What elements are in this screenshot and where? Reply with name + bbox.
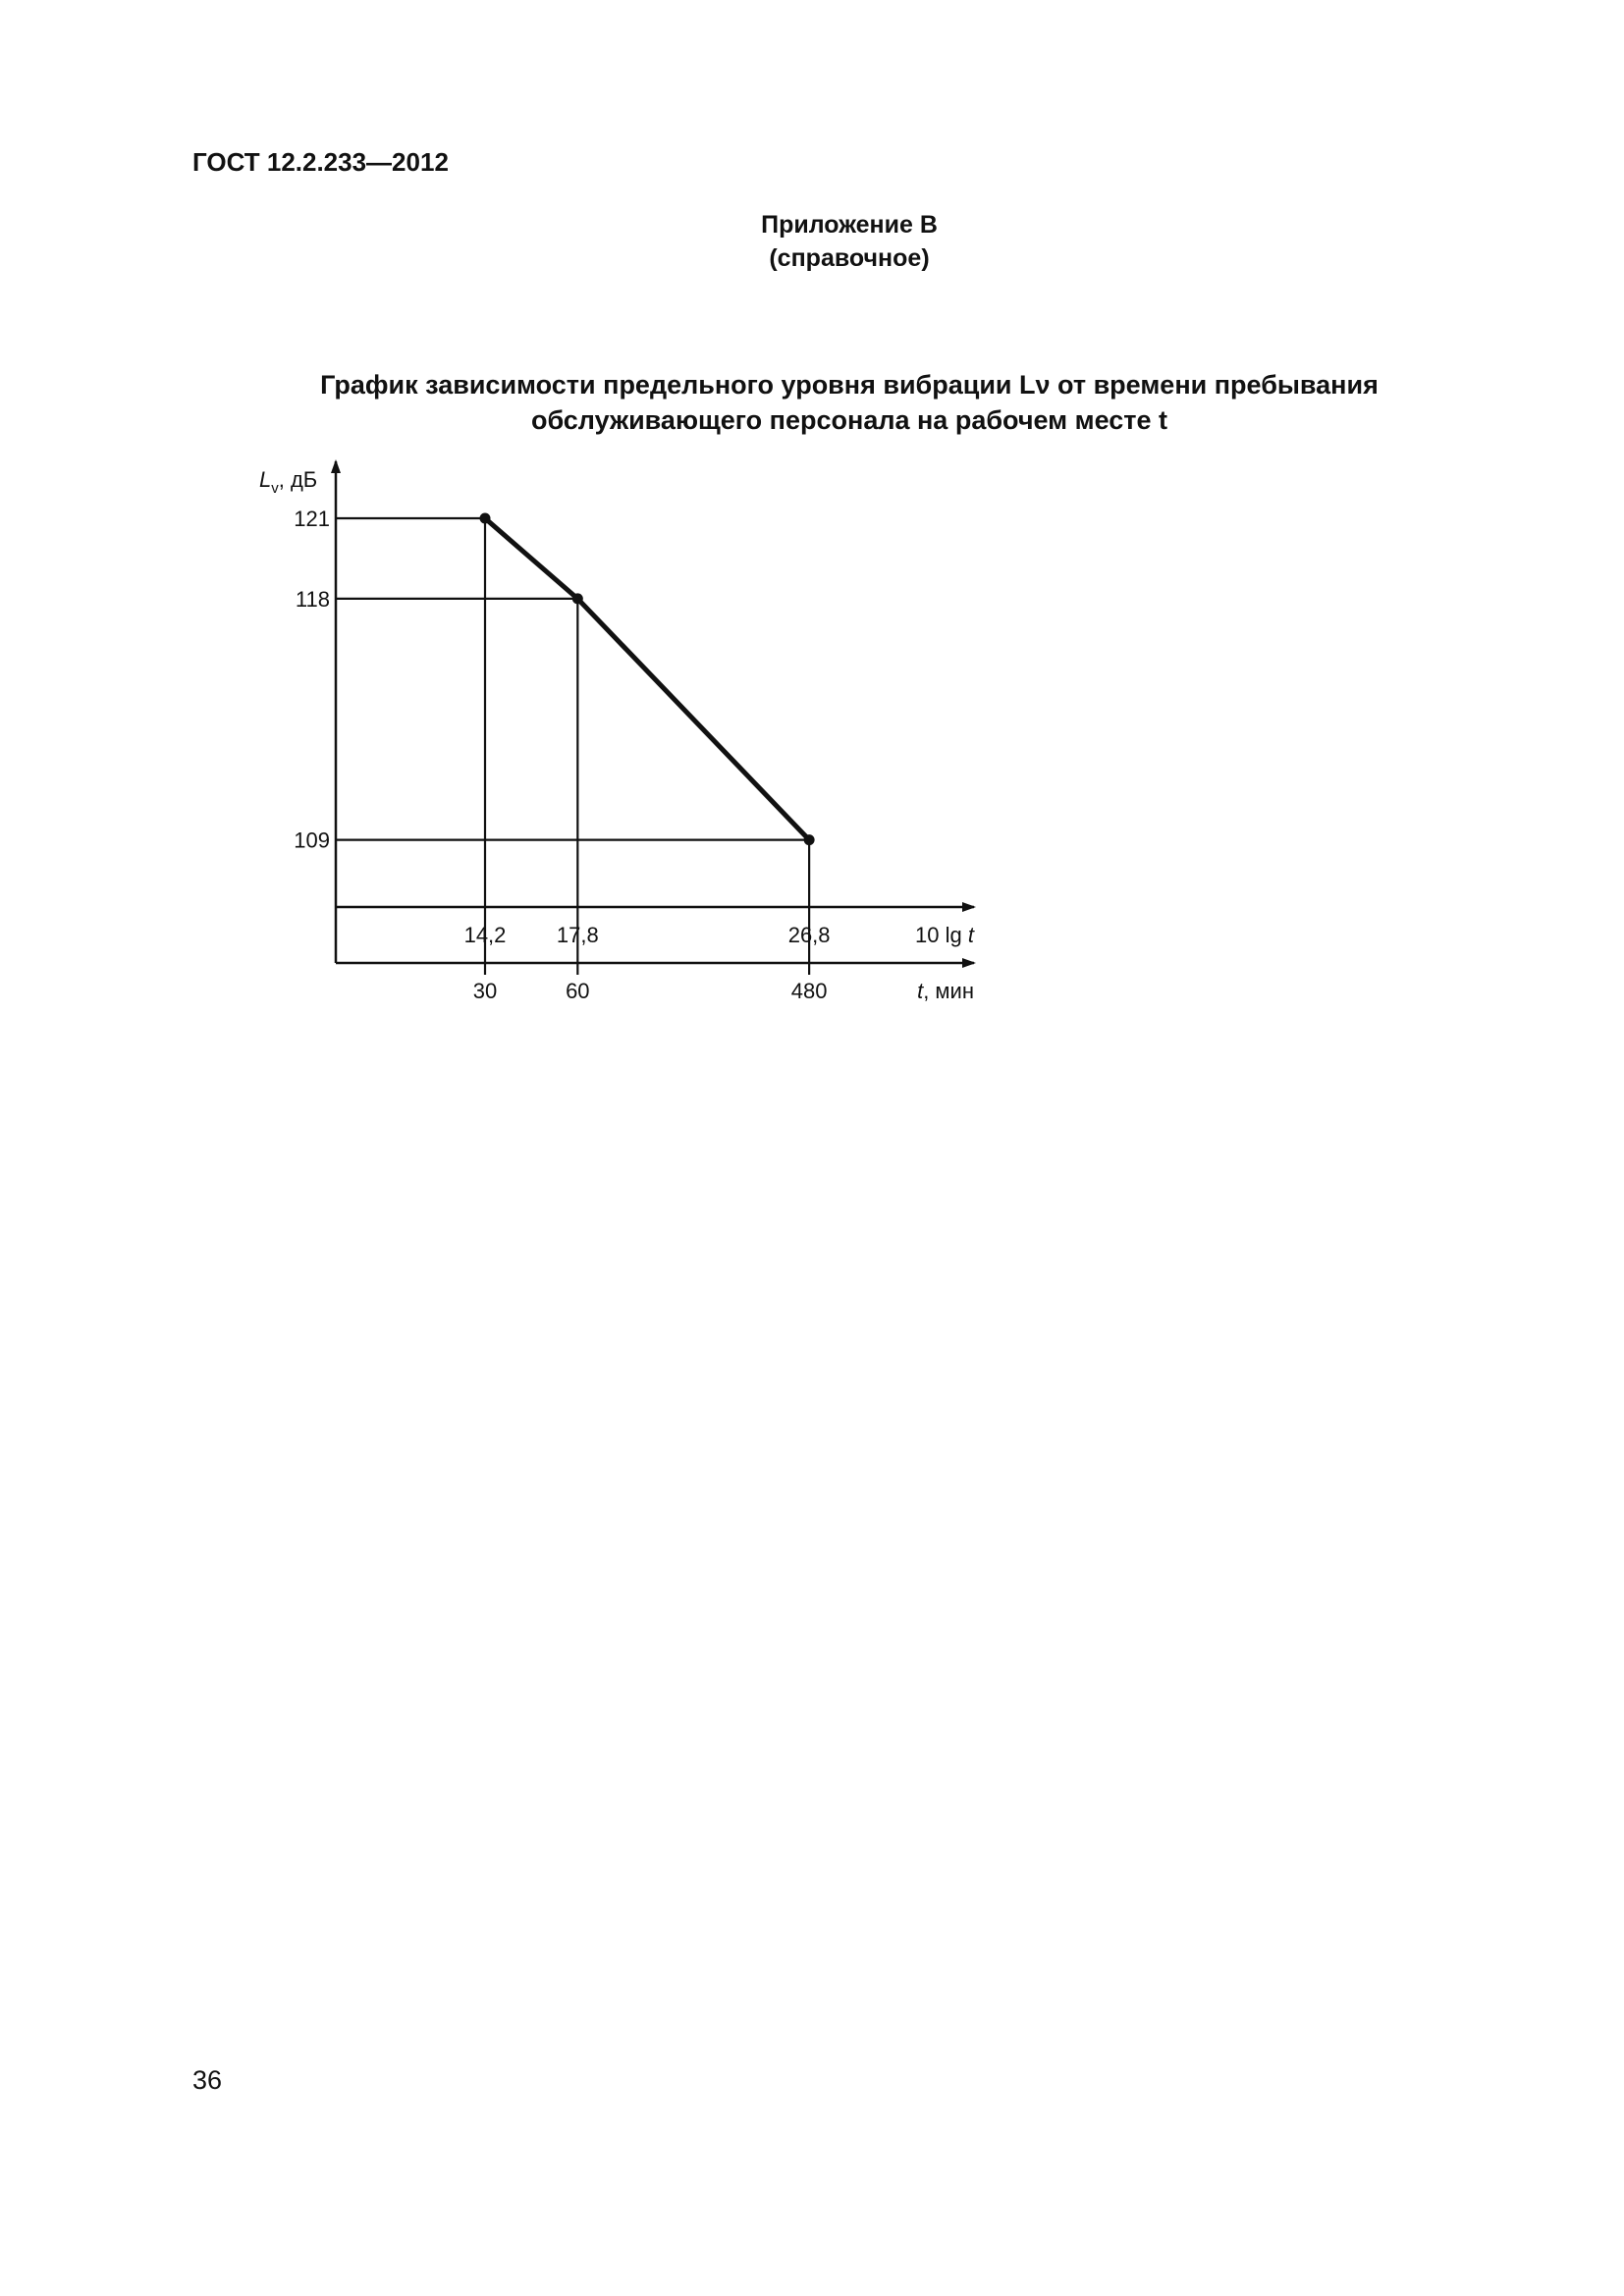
x-time-tick-label: 480 [790, 979, 828, 1003]
y-tick-label: 121 [294, 507, 330, 531]
x-axis-log-label-prefix: 10 lg [915, 923, 968, 947]
series-line [485, 518, 809, 840]
vibration-chart [0, 0, 1624, 1080]
series [485, 518, 809, 840]
axes [336, 461, 974, 963]
data-point [804, 834, 815, 845]
data-point [480, 513, 491, 524]
x-axis-log-label [915, 923, 975, 947]
y-axis-label-subscript: v [271, 480, 279, 497]
y-tick-label: 109 [294, 828, 330, 853]
x-axis-time-label-var: t [917, 979, 924, 1003]
appendix-title: Приложение В [761, 211, 938, 239]
chart-title-line-2: обслуживающего персонала на рабочем месте t [530, 405, 1168, 435]
y-axis-label-symbol: L [259, 467, 272, 492]
document-header: ГОСТ 12.2.233—2012 [192, 147, 449, 177]
x-log-tick-label: 17,8 [556, 923, 599, 947]
x-time-tick-label: 30 [472, 979, 498, 1003]
x-axis-time-label-unit: , мин [923, 979, 974, 1003]
x-log-tick-label: 14,2 [463, 923, 507, 947]
y-tick-label: 118 [295, 586, 330, 612]
y-axis-label [259, 467, 317, 497]
tick-labels [259, 467, 975, 1003]
data-point [572, 593, 583, 604]
x-time-tick-label: 60 [566, 979, 590, 1003]
x-axis-log-label-var: t [967, 923, 974, 947]
x-axis-time-label [917, 979, 974, 1003]
chart-title-line-1: График зависимости предельного уровня вибрации Lν от времени пребывания [320, 370, 1379, 400]
appendix-note: (справочное) [769, 244, 930, 272]
x-log-tick-label: 26,8 [787, 923, 831, 947]
page-number: 36 [192, 2065, 223, 2095]
y-axis-label-unit: , дБ [278, 467, 318, 492]
